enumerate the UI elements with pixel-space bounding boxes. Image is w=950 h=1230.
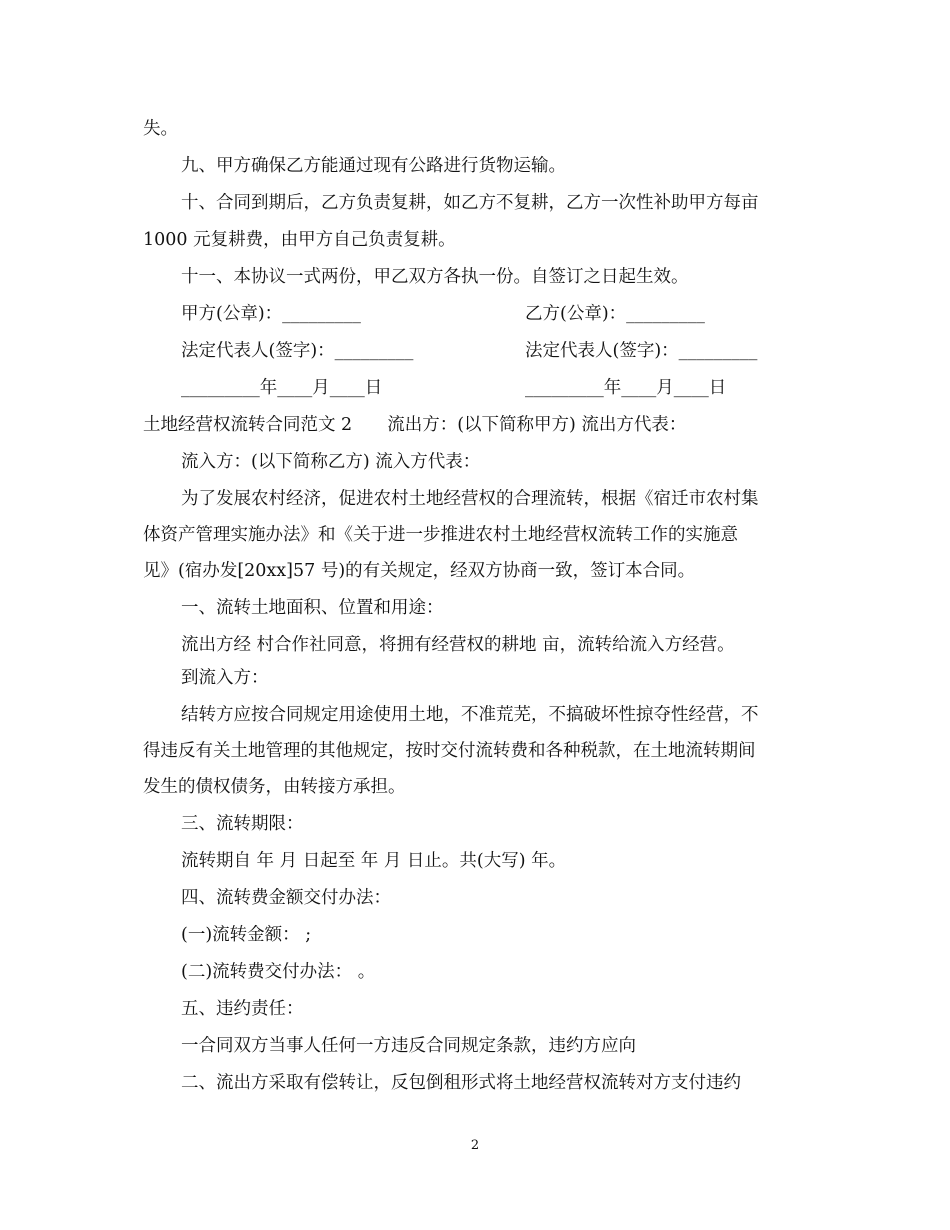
party-b-representative: 法定代表人(签字)：_________ [525,341,758,361]
text-line: 流转期自 年 月 日起至 年 月 日止。共(大写) 年。 [181,851,567,871]
clause-11: 十一、本协议一式两份，甲乙双方各执一份。自签订之日起生效。 [181,267,689,287]
clause-9: 九、甲方确保乙方能通过现有公路进行货物运输。 [181,156,566,176]
section-heading: 四、流转费金额交付办法： [181,888,391,908]
text-line: 流出方经 村合作社同意，将拥有经营权的耕地 亩，流转给流入方经营。 [181,635,735,655]
text-line: 为了发展农村经济，促进农村土地经营权的合理流转，根据《宿迁市农村集 [181,489,759,509]
party-a-representative: 法定代表人(签字)：_________ [181,341,414,361]
text-line: 失。 [143,119,178,139]
text-line: 体资产管理实施办法》和《关于进一步推进农村土地经营权流转工作的实施意 [143,525,738,545]
text-line: (二)流转费交付办法： 。 [181,962,376,982]
party-a-seal: 甲方(公章)：_________ [181,304,361,324]
party-b-seal: 乙方(公章)：_________ [525,304,705,324]
text-line: 流入方：(以下简称乙方) 流入方代表： [181,452,481,472]
section-heading: 五、违约责任： [181,999,304,1019]
party-a-date: _________年____月____日 [181,378,383,398]
text-line: 一合同双方当事人任何一方违反合同规定条款，违约方应向 [181,1036,636,1056]
text-line: 结转方应按合同规定用途使用土地，不准荒芜，不搞破坏性掠夺性经营，不 [181,705,759,725]
text-line: 二、流出方采取有偿转让，反包倒租形式将土地经营权流转对方支付违约 [181,1073,741,1093]
text-line: 1000 元复耕费，由甲方自己负责复耕。 [143,230,456,250]
clause-10: 十、合同到期后，乙方负责复耕，如乙方不复耕，乙方一次性补助甲方每亩 [181,193,759,213]
text-line: 到流入方： [181,668,269,688]
text-line: (一)流转金额： ; [181,925,312,945]
text-line: 发生的债权债务，由转接方承担。 [143,777,406,797]
page-number: 2 [470,1138,480,1153]
text-line: 得违反有关土地管理的其他规定，按时交付流转费和各种税款，在土地流转期间 [143,741,756,761]
text-line: 见》(宿办发[20xx]57 号)的有关规定，经双方协商一致，签订本合同。 [143,561,696,581]
party-b-date: _________年____月____日 [525,378,727,398]
section-heading: 三、流转期限： [181,814,304,834]
section-heading: 一、流转土地面积、位置和用途： [181,598,444,618]
contract-heading: 土地经营权流转合同范文 2 流出方：(以下简称甲方) 流出方代表： [143,415,687,435]
